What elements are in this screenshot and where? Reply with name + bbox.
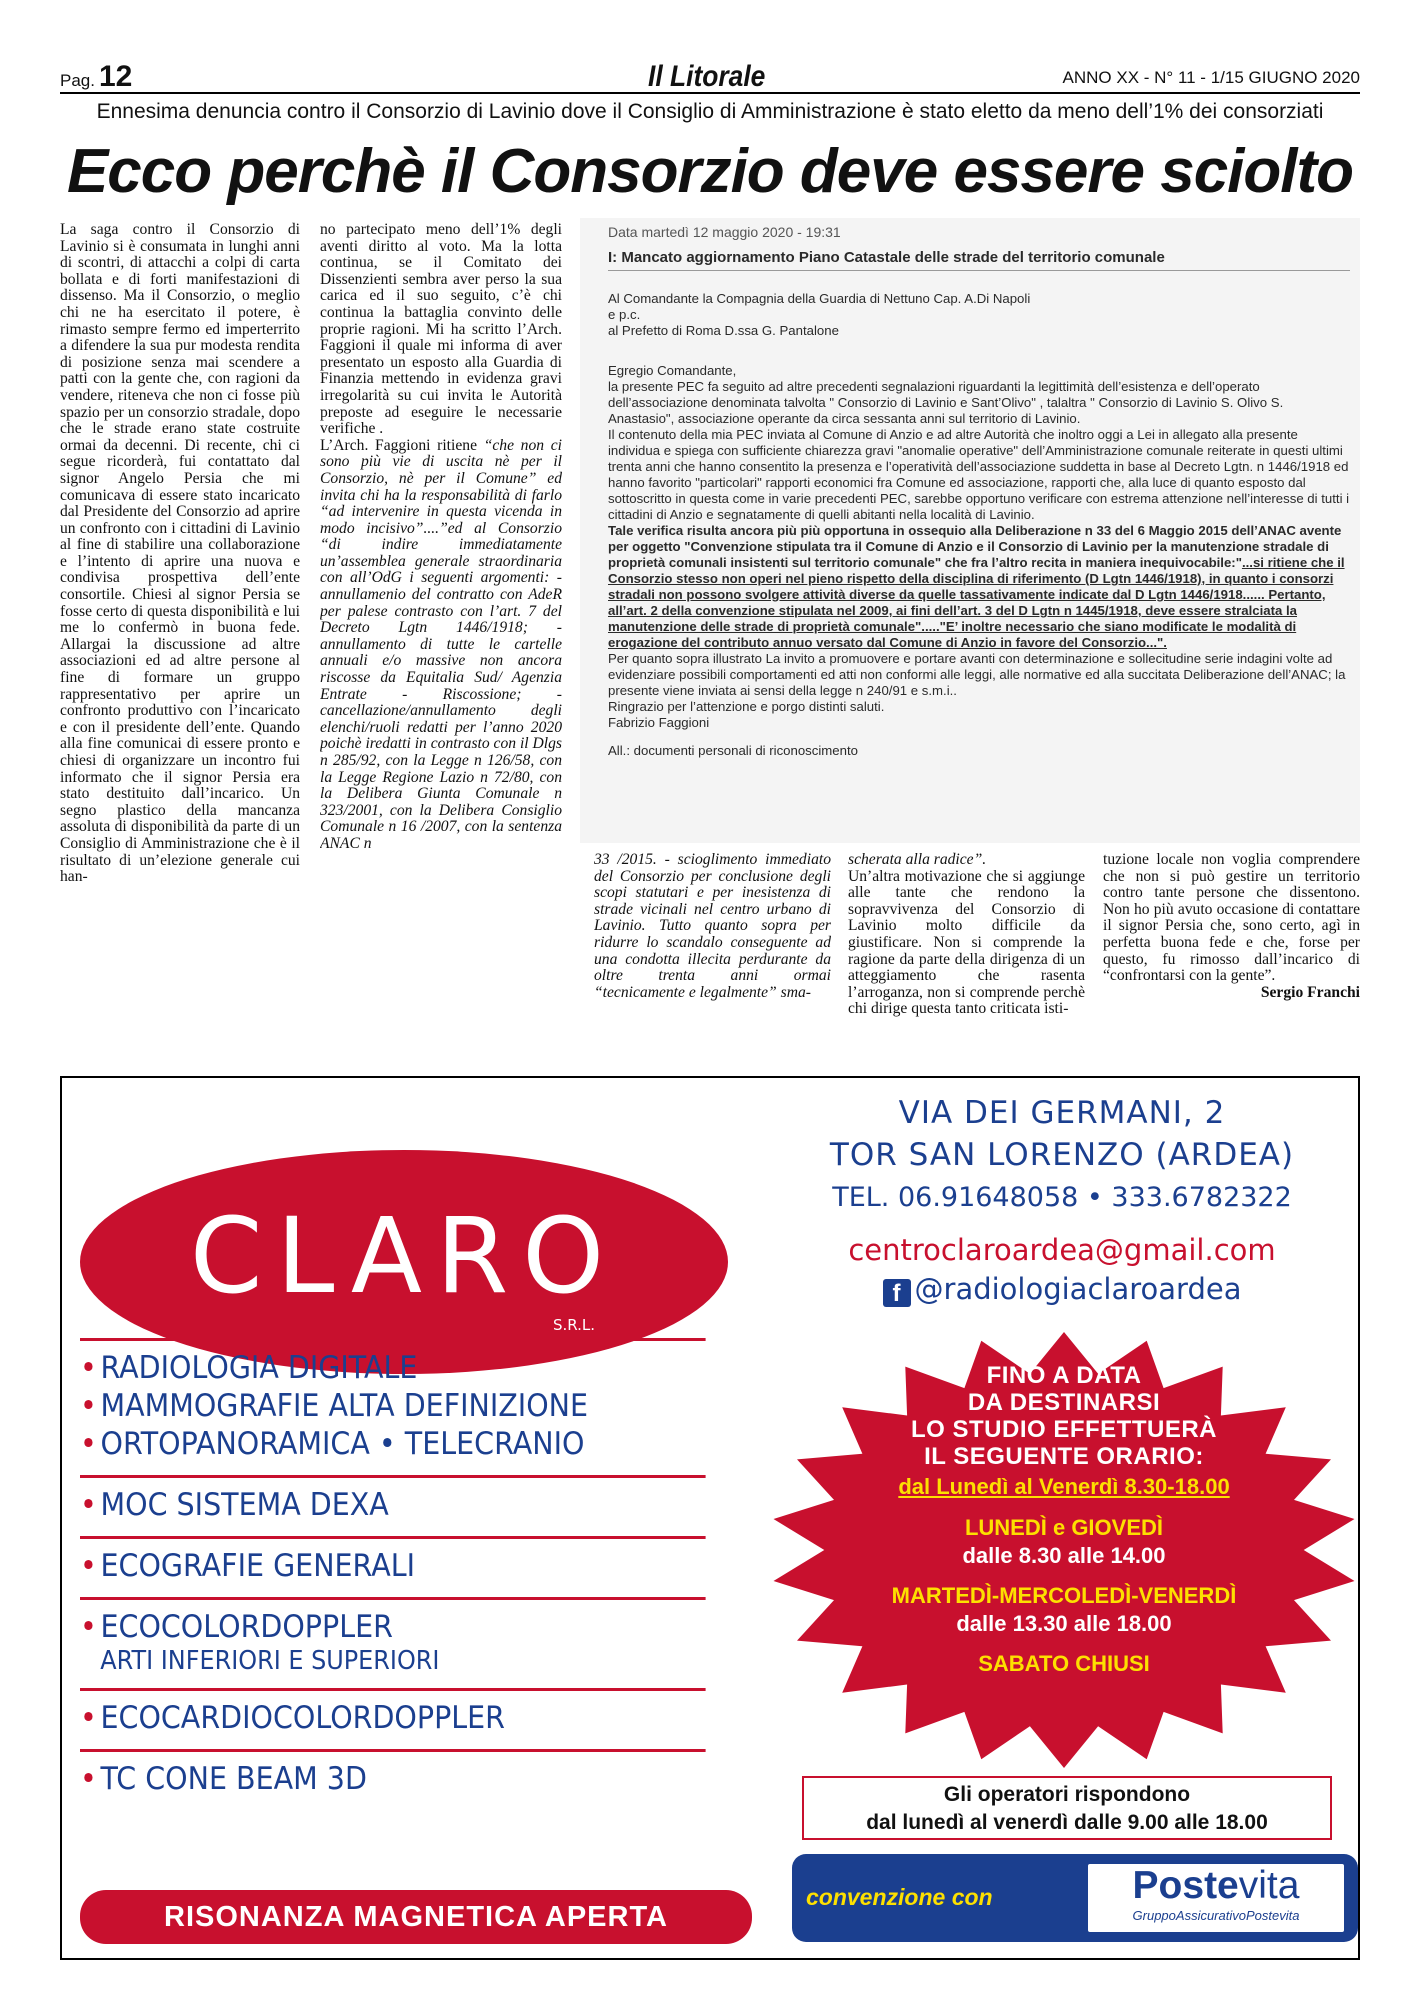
phone-numbers: TEL. 06.91648058 • 333.6782322 (832, 1182, 1292, 1213)
article-column-4: scherata alla radice”. Un’altra motivazione che si aggiunge alle tante che rendono la sopravvivenza del Consorzio di Lavinio molto difficile da giustificare. Non si comprende la ragione da parte della dirigenza di un atteggiamento che rasenta l’arroganza, non si comprende perchè chi dirige questa tanto criticata isti- (848, 852, 1085, 1018)
page-number: Pag. 12 (60, 60, 133, 93)
pec-recipient-2: al Prefetto di Roma D.ssa G. Pantalone (608, 323, 839, 338)
pec-thanks: Ringrazio per l’attenzione e porgo distinti saluti. (608, 699, 885, 714)
pec-paragraph: Il contenuto della mia PEC inviata al Comune di Anzio e ad altre Autorità che inoltro oggi a Lei in allegato alla presente individua e spiega con sufficiente chiarezza gravi "anomalie operative" dell’Amministrazione comunale reiterate in questi ultimi trenta anni che hanno consentito la presenza e l’operatività dell’associazione suddetta in base al Decreto Lgtn. n 1446/1918 ed hanno favorito "particolari" rapporti economici fra Comune ed associazione, rapporti che, alla luce di quanto esposto dal sottoscritto in questa come in varie precedenti PEC, sarebbe opportuno verificare con estrema attenzione nell’interesse di tutti i cittadini di Anzio e segnatamente di quelli abitanti nella località di Lavinio. (608, 427, 1350, 522)
author-signature: Sergio Franchi (1260, 983, 1360, 1001)
pec-paragraph-anac: Tale verifica risulta ancora più più opportuna in ossequio alla Deliberazione n 33 del 6 Maggio 2015 dell’ANAC avente per oggetto "Convenzione stipulata tra il Comune di Anzio e il Consorzio di Lavinio per la manutenzione stradale di proprietà comunali insistenti sul territorio comunale" che fra l’altro recita in maniera inequivocabile:"...si ritiene che il Consorzio stesso non operi nel pieno rispetto della disciplina di riferimento (D Lgtn 1446/1918), in quanto i consorzi stradali non possono svolgere attività diverse da quelle tassativamente indicate dal D Lgtn 1446/1918...... Pertanto, all’art. 2 della convenzione stipulata nel 2009, ai fini dell’art. 3 del D Lgtn n 1445/1918, deve essere stralciata la manutenzione delle strade di proprietà comunale"....."E’ inoltre necessario che siano modificate le modalità di erogazione del contributo annuo versato dal Comune di Anzio in favore del Consorzio...". (608, 523, 1345, 650)
email-link[interactable]: centroclaroardea@gmail.com (848, 1233, 1276, 1267)
service-item: • ECOCOLORDOPPLER ARTI INFERIORI E SUPERIORI (80, 1597, 706, 1676)
facebook-link[interactable]: f @radiologiaclaroardea (772, 1270, 1352, 1308)
service-item: • ECOCARDIOCOLORDOPPLER (80, 1688, 706, 1737)
services-list (80, 1338, 760, 1798)
contact-block (772, 1092, 1352, 1308)
pec-attachment: All.: documenti personali di riconoscimento (608, 743, 858, 758)
service-item: • MOC SISTEMA DEXA (80, 1475, 706, 1524)
issue-info: ANNO XX - N° 11 - 1/15 GIUGNO 2020 (1062, 68, 1360, 87)
convention-label: convenzione con (806, 1884, 993, 1910)
service-group: • RADIOLOGIA DIGITALE • MAMMOGRAFIE ALTA DEFINIZIONE • ORTOPANORAMICA • TELECRANIO (80, 1338, 706, 1463)
logo-brand-text: CLARO (189, 1195, 619, 1317)
pec-subject: I: Mancato aggiornamento Piano Catastale delle strade del territorio comunale (608, 250, 1350, 271)
article-column-2: no partecipato meno dell’1% degli aventi diritto al voto. Ma la lotta continua, se il Comitato dei Dissenzienti sembra aver perso la sua carica ed il suo seguito, c’è chi continua la battaglia convinto delle proprie ragioni. Mi ha scritto l’Arch. Faggioni il quale mi informa di aver presentato un esposto alla Guardia di Finanzia mettendo in evidenza gravi irregolarità su cui invita le Autorità preposte ad eseguire le necessarie verifiche . L’Arch. Faggioni ritiene “che non ci sono più vie di uscita nè per il Consorzio, nè per il Comune” ed invita chi ha la responsabilità di farlo “ad intervenire in questa vicenda in modo incisivo”....”ed al Consorzio “di indire immediatamente un’assemblea generale straordinaria con all’OdG i seguenti argomenti: -annullamenio del contratto con AdeR per palese contrasto con l’art. 7 del Decreto Lgtn 1446/1918; - annullamento di tutte le cartelle annuali e/o massive non ancora riscosse da Equitalia Sud/ Agenzia Entrate - Riscossione; - cancellazione/annullamento degli elenchi/ruoli redatti per l’anno 2020 poichè iredatti in contrasto con il Dlgs n 285/92, con la Legge n 126/58, con la Legge Regione Lazio n 72/80, con la Delibera Giunta Comunale n 323/2001, con la Delibera Consiglio Comunale n 16 /2007, con la sentenza ANAC n (320, 222, 562, 852)
mri-banner: RISONANZA MAGNETICA APERTA (80, 1890, 752, 1944)
article-column-1: La saga contro il Consorzio di Lavinio si è consumata in lunghi anni di scontri, di attacchi a colpi di carta bollata e di forti manifestazioni di dissenso. Ma il Consorzio, o meglio chi ne ha esercitato il potere, è rimasto sempre fermo ed imperterrito a difendere la sua pur modesta rendita di posizione senza mai scendere a patti con la gente che, con ragioni da vendere, riteneva che non ci fosse più spazio per un consorzio stradale, dopo che le strade erano state costruite ormai da decenni. Di recente, chi ci segue ricorderà, fui contattato dal signor Angelo Persia che mi comunicava di essere stato incaricato dal Presidente del Consorzio ad aprire un confronto con i cittadini di Lavinio al fine di stabilire una collaborazione e l’intento di aprire una nuova e condivisa prospettiva dell’ente consortile. Chiesi al signor Persia se fosse certo di questa disponibilità e lui me lo confermò in buona fede. Allargai la discussione ad altre associazioni ed ad altre persone al fine di formare un gruppo rappresentativo per aprire un confronto produttivo con l’incaricato e con il presidente dell’ente. Quando alla fine comunicai di essere pronto e chiesi di organizzare un incontro fui informato che il signor Persia era stato destituito dall’incarico. Un segno plastico della mancanza assoluta di disponibilità da parte di un Consiglio di Amministrazione che è il risultato di un’elezione generale cui han- (60, 222, 300, 886)
masthead: Il Litorale (648, 60, 766, 93)
weekly-range: dal Lunedì al Venerdì 8.30-18.00 (898, 1474, 1230, 1499)
service-item: • ECOGRAFIE GENERALI (80, 1536, 706, 1585)
article-column-5: tuzione locale non voglia comprendere che non si può gestire un territorio contro tante persone che dissentono. Non ho più avuto occasione di contattare il signor Persia che, sono certo, agì in perfetta buona fede e che, forse per questo, fu rimosso dall’incarico di “confrontarsi con la gente”. Sergio Franchi (1103, 852, 1360, 1001)
pec-paragraph: la presente PEC fa seguito ad altre precedenti segnalazioni riguardanti la legittimità dell’esistenza e dell’operato dell’associazione denominata talvolta " Consorzio di Lavinio e Sant’Olivo" , talaltra " Consorzio di Lavinio S. Olivo S. Anastasio", associazione operante da circa sessanta anni sul territorio di Lavinio. (608, 379, 1284, 426)
article-kicker: Ennesima denuncia contro il Consorzio di Lavinio dove il Consiglio di Amministrazione è stato eletto da meno dell’1% dei consorziati (96, 100, 1324, 123)
pec-letter-image (580, 218, 1360, 843)
logo-srl-text: S.R.L. (552, 1316, 596, 1334)
article-column-3: 33 /2015. - scioglimento immediato del Consorzio per conclusione degli scopi statutari e per inesistenza di strade vicinali nel centro urbano di Lavinio. Tutto quanto sopra per ridurre lo scandalo conseguente ad una condotta illecita perdurante da oltre trenta anni ormai “tecnicamente e legalmente” sma- (594, 852, 831, 1001)
page-header (60, 60, 1360, 94)
postevita-banner (792, 1854, 1358, 1942)
pec-sender: Fabrizio Faggioni (608, 715, 710, 730)
pec-greeting: Egregio Comandante, (608, 363, 737, 378)
pec-cc: e p.c. (608, 307, 641, 322)
article-title: Ecco perchè il Consorzio deve essere sciolto (66, 137, 1354, 206)
opening-hours-text: FINO A DATA DA DESTINARSI LO STUDIO EFFETTUERÀ IL SEGUENTE ORARIO: dal Lunedì al Venerdì 8.30-18.00 LUNEDÌ e GIOVEDÌ dalle 8.30 alle 14.00 MARTEDÌ-MERCOLEDÌ-VENERDÌ dalle 13.30 alle 18.00 SABATO CHIUSI (764, 1362, 1360, 1678)
pec-paragraph: Per quanto sopra illustrato La invito a promuovere e portare avanti con determinazione e sollecitudine serie indagini volte ad evidenziare possibili comportamenti ed atti non conformi alle leggi, alle normative ed alla succitata Deliberazione dell’ANAC; la presente viene inviata ai sensi della legge n 240/91 e s.m.i.. (608, 651, 1346, 698)
postevita-logo: Postevita GruppoAssicurativoPostevita (1088, 1864, 1344, 1932)
service-item: • TC CONE BEAM 3D (80, 1749, 706, 1798)
address-line-1: VIA DEI GERMANI, 2 (898, 1095, 1226, 1131)
pec-date: Data martedì 12 maggio 2020 - 19:31 (608, 224, 841, 240)
address-line-2: TOR SAN LORENZO (ARDEA) (829, 1137, 1295, 1173)
operators-box: Gli operatori rispondono dal lunedì al venerdì dalle 9.00 alle 18.00 (802, 1776, 1332, 1840)
facebook-icon: f (883, 1279, 911, 1307)
pec-recipient: Al Comandante la Compagnia della Guardia di Nettuno Cap. A.Di Napoli (608, 291, 1031, 306)
claro-advertisement (60, 1076, 1360, 1960)
